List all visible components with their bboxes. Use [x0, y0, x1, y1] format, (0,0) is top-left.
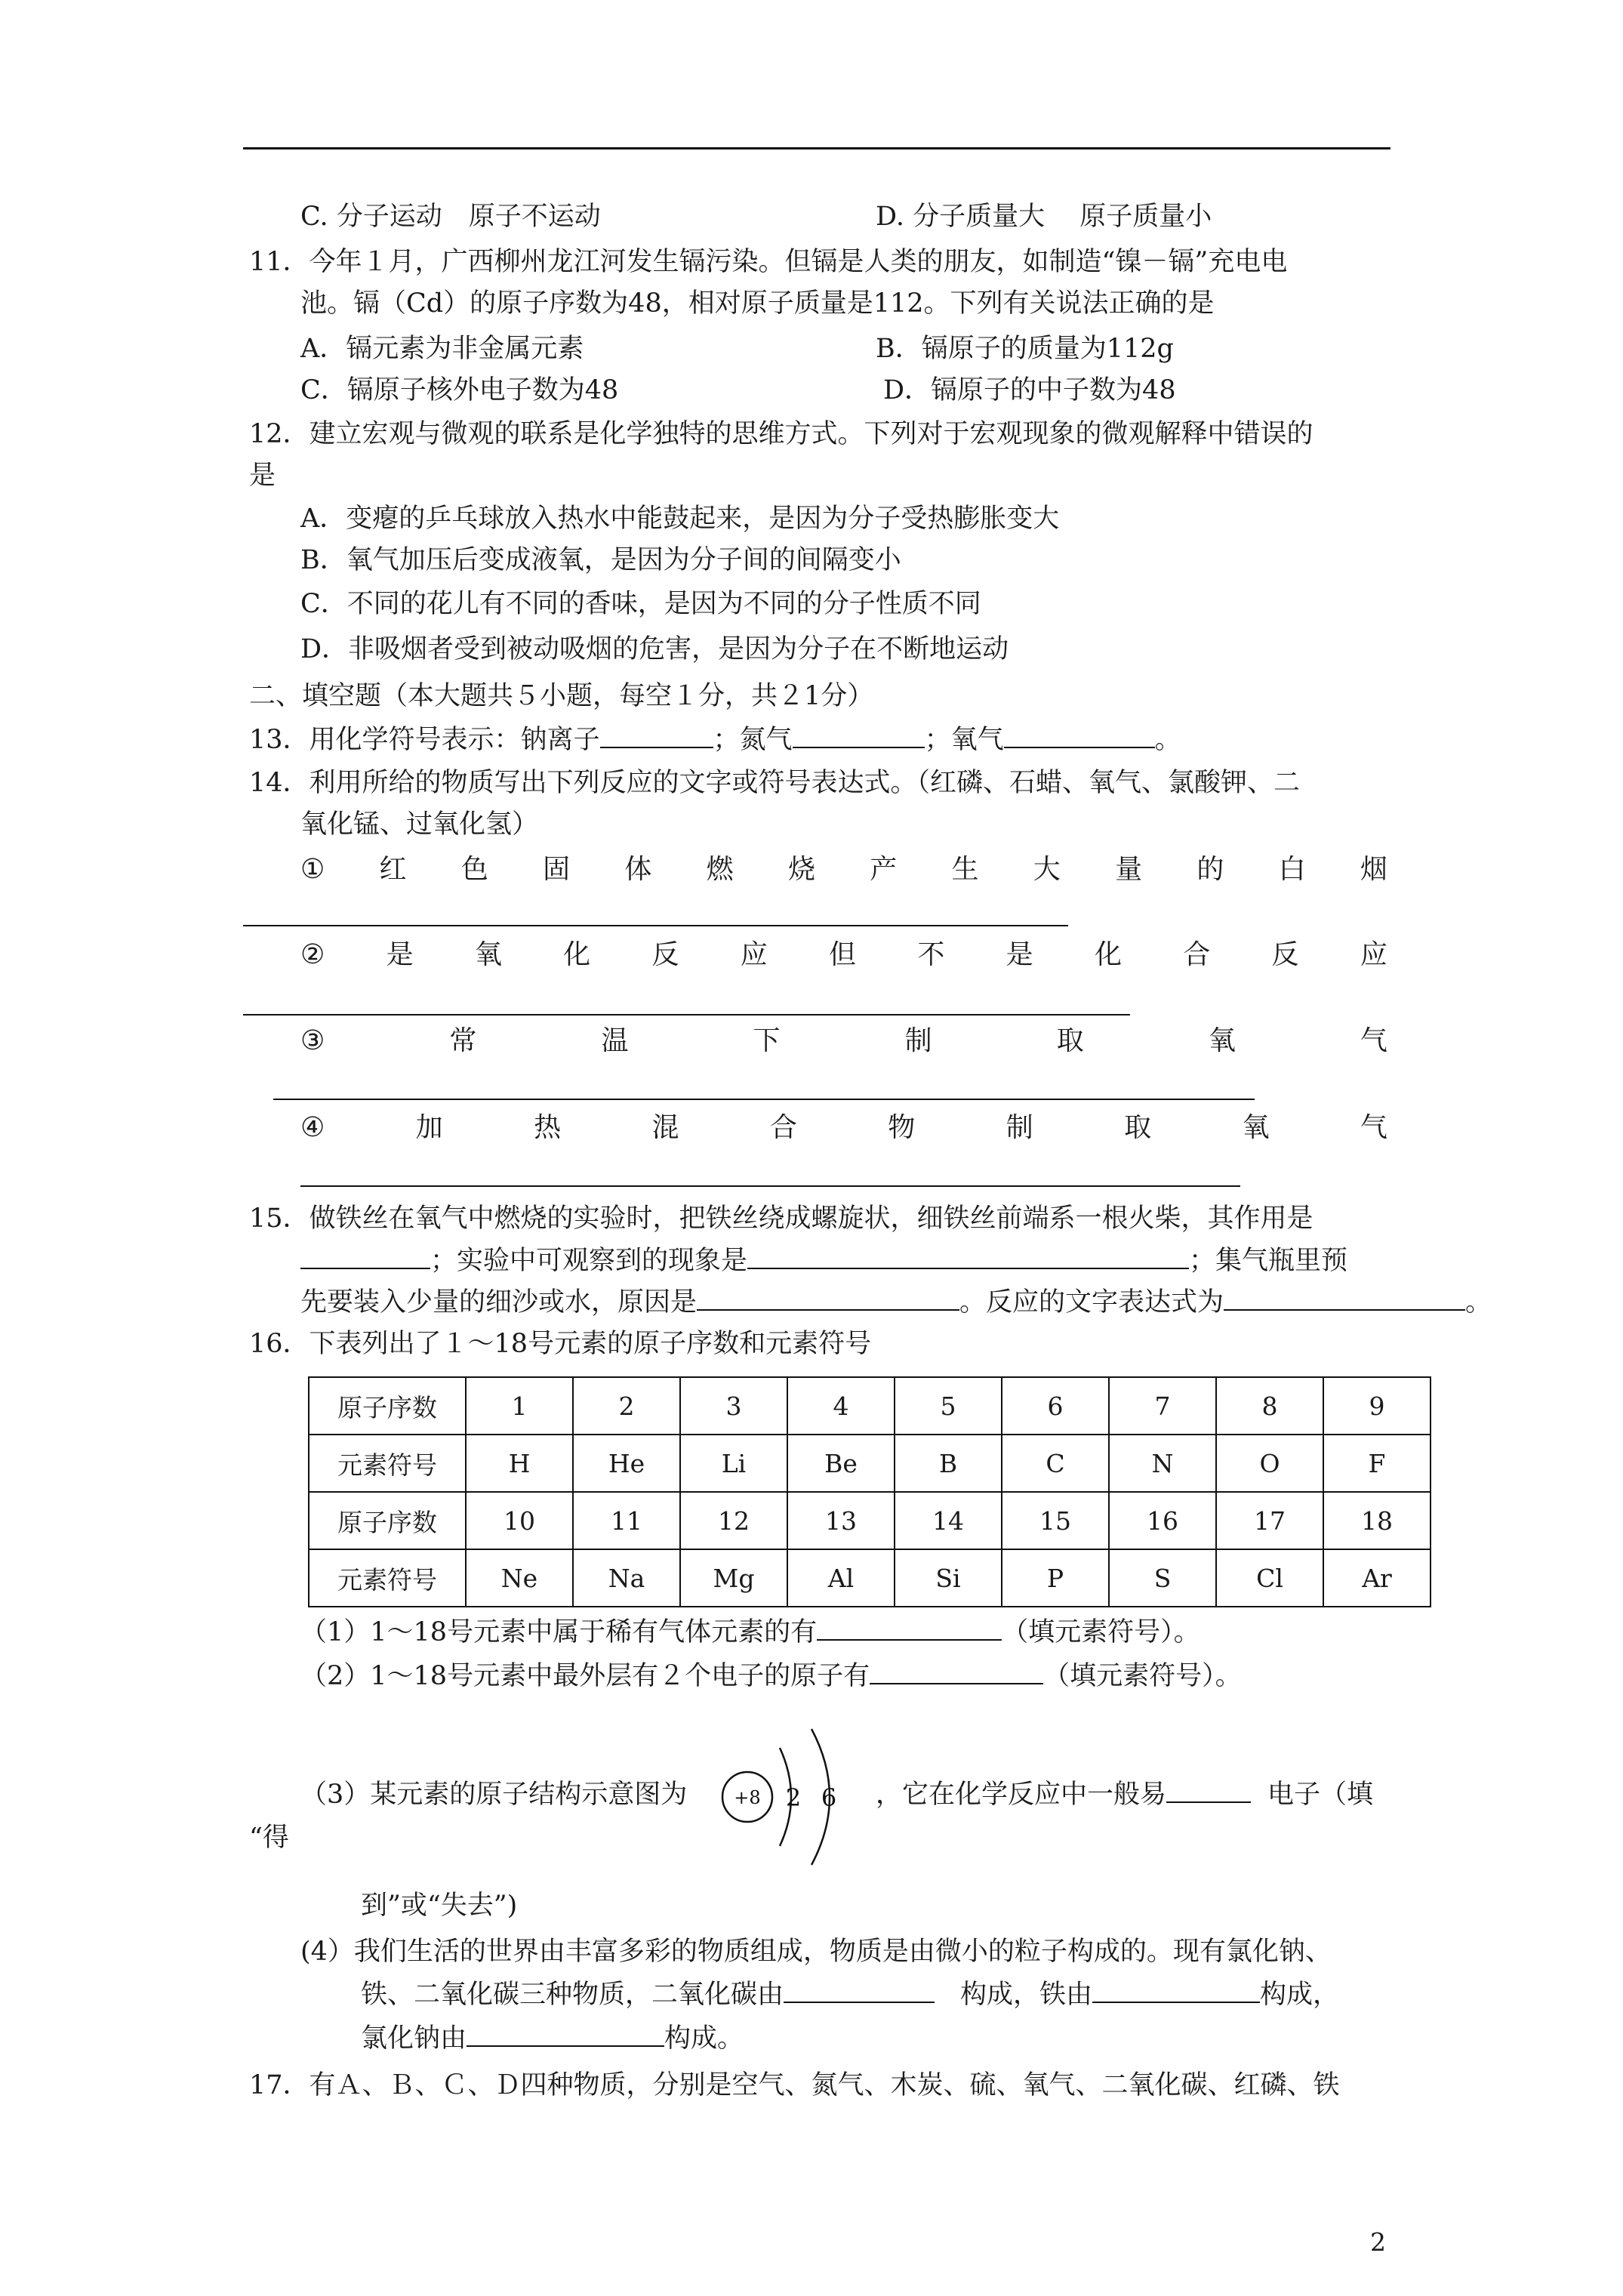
q14-item-4-char: 气 [1360, 1112, 1387, 1143]
table-row [309, 1377, 1431, 1435]
q14-item-3-char: 制 [904, 1025, 932, 1056]
table-cell-atomic-number: 16 [1109, 1492, 1216, 1549]
q16-sub1-blank[interactable] [817, 1616, 1002, 1641]
q16-sub3-hint-end: 到”或“失去”) [361, 1891, 518, 1921]
q15-line3 [300, 1286, 1492, 1319]
q14-item-2-char: 是 [1006, 939, 1033, 970]
q16-sub4-nacl-prompt: 氯化钠由 [361, 2023, 467, 2054]
table-row-label: 元素符号 [309, 1549, 466, 1607]
q11-stem-line2: 池。镉（Cd）的原子序数为48，相对原子质量是112。下列有关说法正确的是 [300, 288, 1215, 319]
q16-sub2-suffix: （填元素符号）。 [1043, 1661, 1242, 1691]
q14-item-3-char: 气 [1360, 1025, 1387, 1056]
q14-item-3-char: 温 [601, 1025, 629, 1056]
q14-item-4 [300, 1111, 1387, 1145]
atom-shell-1-electrons: 2 [785, 1783, 802, 1812]
q14-item-2-char: 化 [563, 939, 591, 970]
q15-end: 。 [1465, 1287, 1492, 1318]
q12-option-c: C．不同的花儿有不同的香味，是因为不同的分子性质不同 [300, 589, 981, 619]
q14-item-2-char: 氧 [474, 939, 502, 970]
table-cell-element-symbol: Na [573, 1549, 680, 1607]
q13-blank-nitrogen[interactable] [793, 724, 925, 748]
q14-item-4-char: 加 [415, 1112, 443, 1143]
q14-item-2-char: ② [300, 939, 325, 970]
q16-sub4-iron-prompt: 构成，铁由 [960, 1980, 1093, 2010]
q14-answer-line-4[interactable] [300, 1185, 1240, 1187]
q14-item-2-char: 应 [740, 939, 768, 970]
section-heading-fill-in: 二、填空题（本大题共５小题，每空１分，共２1分） [249, 681, 874, 711]
q14-item-1-char: 烟 [1360, 854, 1387, 885]
table-cell-atomic-number: 2 [573, 1377, 680, 1435]
table-cell-element-symbol: O [1216, 1435, 1323, 1492]
q14-item-2 [300, 938, 1387, 972]
table-cell-element-symbol: He [573, 1435, 680, 1492]
atom-structure-diagram [706, 1725, 872, 1869]
q11-stem-line1: 11．今年１月，广西柳州龙江河发生镉污染。但镉是人类的朋友，如制造“镍－镉”充电电 [249, 247, 1288, 277]
q13-blank-oxygen[interactable] [1004, 724, 1155, 748]
q14-item-1-char: 烧 [787, 854, 815, 885]
table-row [309, 1492, 1431, 1549]
q15-stem-line1: 15．做铁丝在氧气中燃烧的实验时，把铁丝绕成螺旋状，细铁丝前端系一根火柴，其作用是 [249, 1203, 1313, 1234]
q14-item-4-char: ④ [300, 1112, 325, 1143]
q16-sub3-prompt2: ，它在化学反应中一般易 [876, 1780, 1167, 1810]
q15-prompt-reason: 先要装入少量的细沙或水，原因是 [300, 1287, 698, 1318]
table-cell-atomic-number: 8 [1216, 1377, 1323, 1435]
q16-sub1-suffix: （填元素符号）。 [1002, 1617, 1200, 1647]
q11-option-c: C．镉原子核外电子数为48 [300, 375, 619, 405]
q13-line [249, 723, 1181, 757]
q17-stem-line1: 17．有Ａ、Ｂ、Ｃ、Ｄ四种物质，分别是空气、氮气、木炭、硫、氧气、二氧化碳、红磷、铁 [249, 2070, 1340, 2100]
table-cell-atomic-number: 9 [1323, 1377, 1431, 1435]
q13-prompt-nitrogen: ；氮气 [713, 725, 793, 755]
q14-item-2-char: 化 [1094, 939, 1122, 970]
table-cell-atomic-number: 18 [1323, 1492, 1431, 1549]
table-cell-atomic-number: 17 [1216, 1492, 1323, 1549]
q16-sub3-hint-cont: “得 [249, 1823, 289, 1853]
q16-sub4-line3 [361, 2022, 744, 2055]
q15-blank-expression[interactable] [1224, 1287, 1465, 1311]
q16-sub4-iron-suffix: 构成， [1260, 1980, 1340, 2010]
table-cell-atomic-number: 10 [466, 1492, 573, 1549]
q16-sub4-iron-blank[interactable] [1092, 1979, 1260, 2003]
q16-sub4-nacl-blank[interactable] [467, 2023, 664, 2047]
q15-line2 [300, 1244, 1347, 1277]
q14-item-3 [300, 1025, 1387, 1058]
q12-stem-line2: 是 [249, 461, 276, 491]
q14-answer-line-1[interactable] [243, 925, 1068, 926]
q14-item-1-char: 大 [1033, 854, 1061, 885]
table-row-label: 原子序数 [309, 1492, 466, 1549]
table-cell-element-symbol: F [1323, 1435, 1431, 1492]
q11-option-a: A．镉元素为非金属元素 [300, 334, 584, 364]
q14-item-2-char: 但 [829, 939, 857, 970]
q16-sub1 [300, 1616, 1200, 1649]
q14-item-1-char: 体 [624, 854, 652, 885]
q14-item-3-char: 下 [753, 1025, 781, 1056]
q12-option-a: A．变瘪的乒乓球放入热水中能鼓起来，是因为分子受热膨胀变大 [300, 504, 1060, 534]
q14-item-4-char: 混 [651, 1112, 679, 1143]
table-cell-element-symbol: Ar [1323, 1549, 1431, 1607]
table-row [309, 1549, 1431, 1607]
q12-option-b: B．氧气加压后变成液氧，是因为分子间的间隔变小 [300, 545, 901, 575]
table-cell-atomic-number: 1 [466, 1377, 573, 1435]
q16-sub4-co2-blank[interactable] [784, 1979, 935, 2003]
q14-item-4-char: 物 [888, 1112, 916, 1143]
table-cell-element-symbol: Cl [1216, 1549, 1323, 1607]
q16-sub3-prompt: （3）某元素的原子结构示意图为 [300, 1780, 688, 1810]
q13-end: 。 [1154, 725, 1181, 755]
q14-item-4-char: 氧 [1242, 1112, 1270, 1143]
table-cell-element-symbol: S [1109, 1549, 1216, 1607]
table-row [309, 1435, 1431, 1492]
q14-item-4-char: 制 [1006, 1112, 1033, 1143]
table-cell-element-symbol: Li [680, 1435, 787, 1492]
q14-item-1-char: 生 [951, 854, 979, 885]
table-cell-atomic-number: 6 [1002, 1377, 1109, 1435]
q12-stem-line1: 12．建立宏观与微观的联系是化学独特的思维方式。下列对于宏观现象的微观解释中错误的 [249, 419, 1313, 449]
q14-item-1-char: 量 [1115, 854, 1143, 885]
q14-item-2-char: 反 [651, 939, 679, 970]
q14-stem-line1: 14．利用所给的物质写出下列反应的文字或符号表达式。（红磷、石蜡、氧气、氯酸钾、二 [249, 768, 1301, 798]
q14-item-1-char: 红 [379, 854, 407, 885]
table-cell-atomic-number: 3 [680, 1377, 787, 1435]
q15-blank-purpose[interactable] [300, 1245, 430, 1269]
q16-sub1-prompt: （1）1～18号元素中属于稀有气体元素的有 [300, 1617, 818, 1647]
q15-prompt-expression: 。反应的文字表达式为 [959, 1287, 1224, 1318]
q16-sub4-line1: (4）我们生活的世界由丰富多彩的物质组成，物质是由微小的粒子构成的。现有氯化钠、 [300, 1937, 1332, 1967]
q14-item-3-char: 取 [1056, 1025, 1084, 1056]
q14-answer-line-3[interactable] [273, 1099, 1255, 1100]
element-table [308, 1376, 1431, 1607]
q15-blank-phenomenon[interactable] [747, 1245, 1189, 1269]
table-cell-atomic-number: 11 [573, 1492, 680, 1549]
q14-item-1-char: 产 [870, 854, 898, 885]
q14-item-2-char: 合 [1183, 939, 1211, 970]
q14-item-2-char: 反 [1271, 939, 1299, 970]
q14-item-1-char: 色 [460, 854, 488, 885]
q14-item-1-char: 固 [543, 854, 571, 885]
table-cell-element-symbol: Be [787, 1435, 895, 1492]
q15-prompt-sand: ；集气瓶里预 [1189, 1246, 1348, 1276]
q14-item-4-char: 热 [534, 1112, 562, 1143]
table-cell-atomic-number: 15 [1002, 1492, 1109, 1549]
page-number: 2 [1370, 2227, 1386, 2257]
table-cell-element-symbol: P [1002, 1549, 1109, 1607]
q14-item-3-char: ③ [300, 1025, 325, 1056]
q16-sub2 [300, 1660, 1242, 1693]
table-cell-atomic-number: 4 [787, 1377, 895, 1435]
q14-item-2-char: 是 [386, 939, 414, 970]
atom-nucleus-label: +8 [734, 1787, 761, 1808]
q14-item-4-char: 取 [1124, 1112, 1152, 1143]
table-cell-atomic-number: 14 [895, 1492, 1002, 1549]
table-cell-atomic-number: 12 [680, 1492, 787, 1549]
q13-blank-sodium-ion[interactable] [600, 724, 713, 748]
q11-option-d: D．镉原子的中子数为48 [883, 375, 1176, 405]
q16-sub4-co2-prompt: 铁、二氧化碳三种物质，二氧化碳由 [361, 1980, 784, 2010]
header-rule [243, 147, 1390, 149]
q14-item-1-char: 的 [1196, 854, 1224, 885]
table-cell-element-symbol: Ne [466, 1549, 573, 1607]
q16-sub4-line2 [361, 1978, 1339, 2011]
q14-stem-line2: 氧化锰、过氧化氢） [300, 809, 539, 840]
table-cell-atomic-number: 13 [787, 1492, 895, 1549]
q14-item-2-char: 应 [1360, 939, 1387, 970]
q14-item-1-char: ① [300, 854, 325, 885]
q14-item-1-char: 燃 [706, 854, 734, 885]
table-cell-element-symbol: C [1002, 1435, 1109, 1492]
q13-prompt-sodium-ion: 13．用化学符号表示：钠离子 [249, 725, 600, 755]
q16-sub3-tail [876, 1778, 1373, 1811]
table-row-label: 原子序数 [309, 1377, 466, 1435]
table-row-label: 元素符号 [309, 1435, 466, 1492]
table-cell-element-symbol: N [1109, 1435, 1216, 1492]
atom-shell-2-electrons: 6 [821, 1783, 837, 1812]
table-cell-element-symbol: Si [895, 1549, 1002, 1607]
table-cell-atomic-number: 5 [895, 1377, 1002, 1435]
q13-prompt-oxygen: ；氧气 [924, 725, 1004, 755]
q14-item-2-char: 不 [917, 939, 945, 970]
table-cell-element-symbol: Mg [680, 1549, 787, 1607]
q14-answer-line-2[interactable] [243, 1014, 1130, 1015]
table-cell-element-symbol: H [466, 1435, 573, 1492]
table-cell-element-symbol: B [895, 1435, 1002, 1492]
q15-blank-reason[interactable] [697, 1287, 959, 1311]
q11-option-b: B．镉原子的质量为112g [876, 334, 1174, 364]
q16-stem: 16．下表列出了１～18号元素的原子序数和元素符号 [249, 1329, 872, 1359]
q10-option-c: C. 分子运动 原子不运动 [300, 202, 601, 232]
table-cell-element-symbol: Al [787, 1549, 895, 1607]
table-cell-atomic-number: 7 [1109, 1377, 1216, 1435]
q14-item-1 [300, 853, 1387, 886]
q14-item-4-char: 合 [769, 1112, 797, 1143]
q10-option-d: D. 分子质量大 原子质量小 [876, 202, 1212, 232]
q14-item-3-char: 氧 [1208, 1025, 1236, 1056]
q14-item-1-char: 白 [1278, 854, 1306, 885]
q16-sub4-nacl-suffix: 构成。 [664, 2023, 744, 2054]
q16-sub2-blank[interactable] [870, 1660, 1043, 1684]
q12-option-d: D．非吸烟者受到被动吸烟的危害，是因为分子在不断地运动 [300, 634, 1009, 664]
q16-sub3-hint: 电子（填 [1267, 1780, 1374, 1810]
q14-item-3-char: 常 [449, 1025, 477, 1056]
q16-sub2-prompt: （2）1～18号元素中最外层有２个电子的原子有 [300, 1661, 870, 1691]
q15-prompt-phenomenon: ；实验中可观察到的现象是 [430, 1246, 748, 1276]
q16-sub3-blank[interactable] [1166, 1779, 1251, 1803]
